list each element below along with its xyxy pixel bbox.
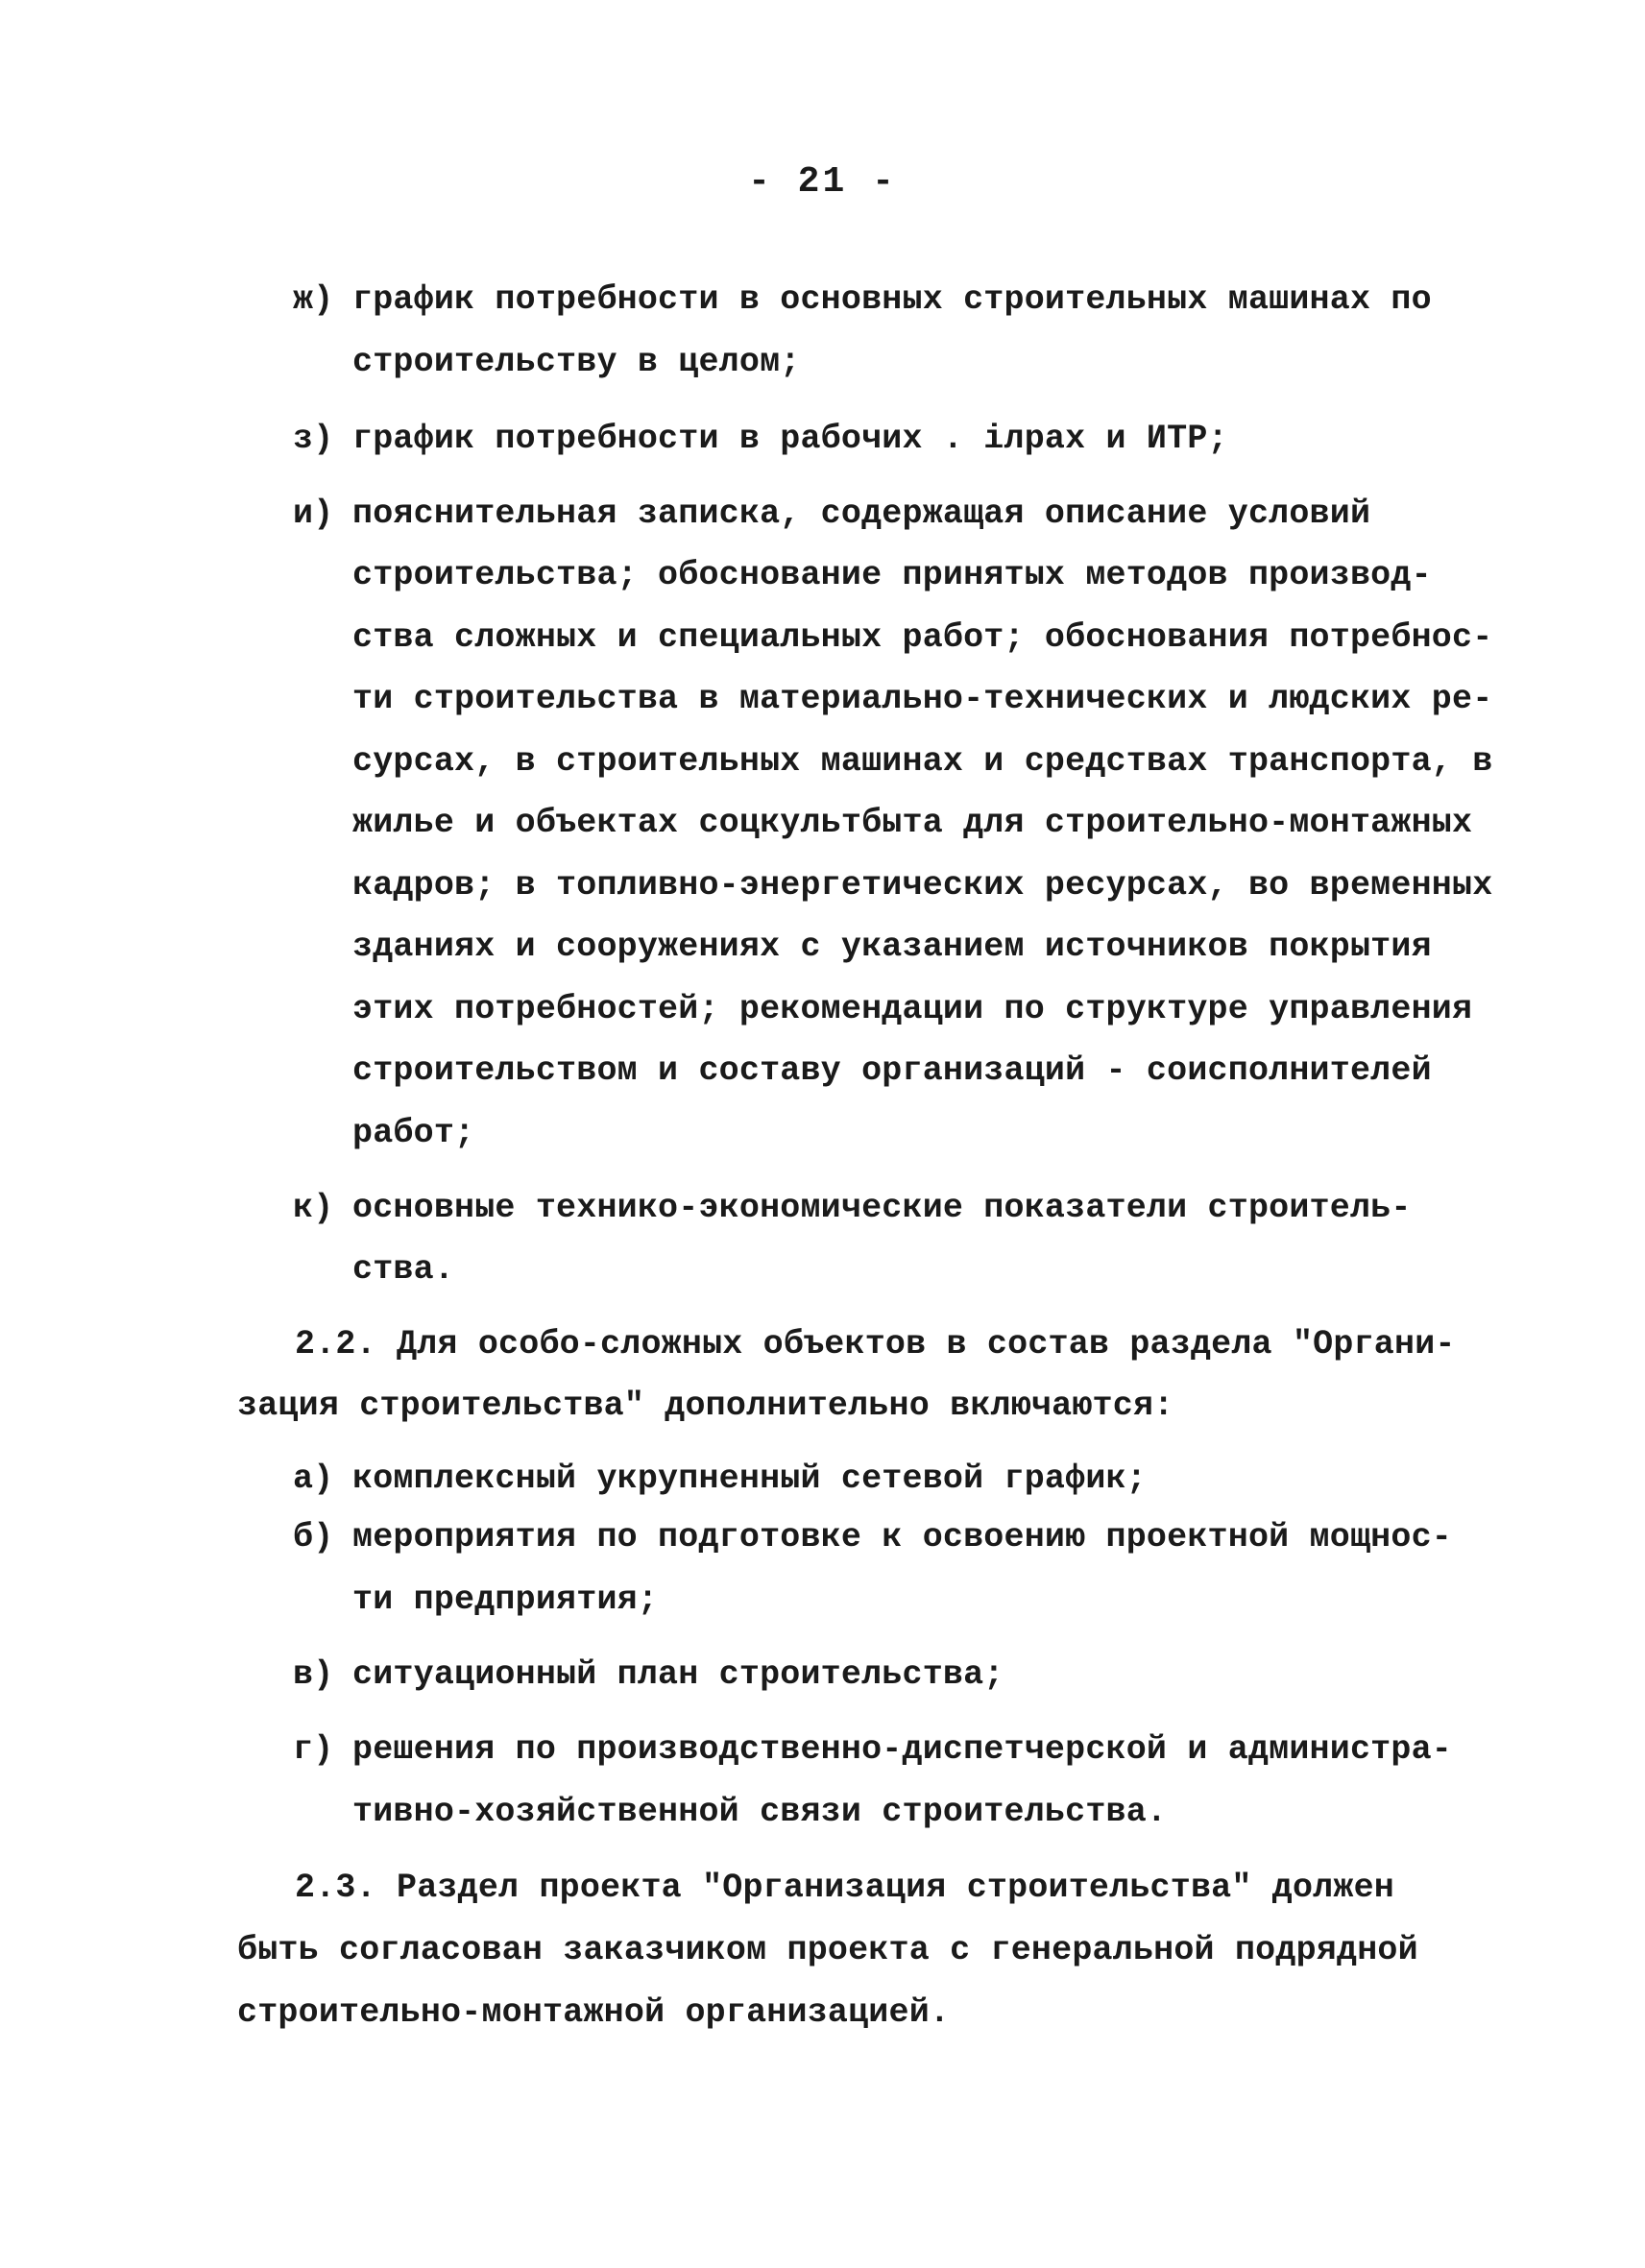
item-z-line-1: з) график потребности в рабочих . ілрах и ИТР; — [293, 420, 1228, 458]
item-i-line-8: зданиях и сооружениях с указанием источников покрытия — [352, 928, 1432, 966]
section-2-2-item-g-line-1: г) решения по производственно-диспетчерской и администра- — [293, 1730, 1452, 1769]
item-i-line-10: строительством и составу организаций - соисполнителей — [352, 1051, 1432, 1090]
item-v-marker: в) — [293, 1655, 334, 1694]
section-2-2-item-g-line-2: тивно-хозяйственной связи строительства. — [352, 1793, 1168, 1831]
item-i-line-1: и) пояснительная записка, содержащая описание условий — [293, 495, 1371, 533]
item-i-line-7: кадров; в топливно-энергетических ресурсах, во временных — [352, 866, 1493, 905]
section-2-2-item-v: в) ситуационный план строительства; — [293, 1655, 1004, 1694]
item-i-line-5: сурсах, в строительных машинах и средствах транспорта, в — [352, 742, 1493, 781]
item-i-line-11: работ; — [352, 1114, 475, 1152]
item-i-line-6: жилье и объектах соцкультбыта для строительно-монтажных — [352, 804, 1473, 842]
item-i-line-9: этих потребностей; рекомендации по структуре управления — [352, 990, 1473, 1028]
page-number: - 21 - — [748, 161, 897, 203]
item-zh-marker: ж) — [293, 280, 334, 319]
section-2-3-line-1: 2.3. Раздел проекта "Организация строительства" должен — [295, 1869, 1394, 1907]
item-b-marker: б) — [293, 1518, 334, 1556]
item-k-line-1: к) основные технико-экономические показатели строитель- — [293, 1189, 1412, 1227]
item-zh-line-2: строительству в целом; — [352, 343, 801, 381]
item-i-line-4: ти строительства в материально-технических и людских ре- — [352, 680, 1493, 718]
item-z-marker: з) — [293, 420, 334, 458]
item-k-line-2: ства. — [352, 1250, 455, 1289]
section-2-2-item-a: а) комплексный укрупненный сетевой график; — [293, 1460, 1147, 1498]
item-i-line-3: ства сложных и специальных работ; обоснования потребнос- — [352, 618, 1493, 657]
section-2-2-item-b-line-2: ти предприятия; — [352, 1580, 659, 1619]
item-a-marker: а) — [293, 1460, 334, 1498]
section-2-2-line-2: зация строительства" дополнительно включаются: — [237, 1387, 1174, 1425]
item-i-line-2: строительства; обоснование принятых методов производ- — [352, 556, 1432, 594]
item-zh-line-1: ж) график потребности в основных строительных машинах по — [293, 280, 1432, 319]
section-2-2-line-1: 2.2. Для особо-сложных объектов в состав раздела "Органи- — [295, 1325, 1456, 1363]
item-i-marker: и) — [293, 495, 334, 533]
item-g-marker: г) — [293, 1730, 334, 1769]
section-2-2-item-b-line-1: б) мероприятия по подготовке к освоению проектной мощнос- — [293, 1518, 1452, 1556]
section-2-3-line-2: быть согласован заказчиком проекта с генеральной подрядной — [237, 1931, 1418, 1969]
item-k-marker: к) — [293, 1189, 334, 1227]
section-2-3-line-3: строительно-монтажной организацией. — [237, 1993, 951, 2032]
